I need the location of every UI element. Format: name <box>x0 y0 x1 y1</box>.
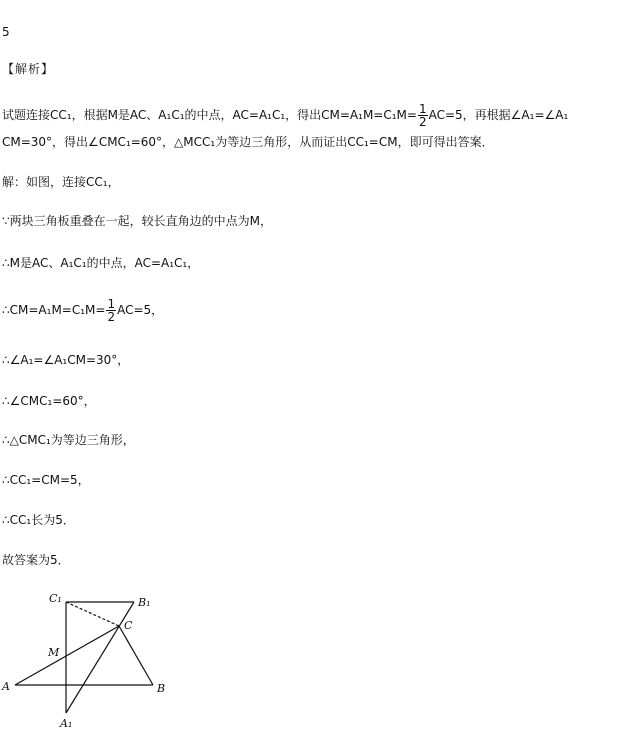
solution-step-3-text-a: ∴CM=A₁M=C₁M= <box>2 303 106 317</box>
solution-step-8: ∴CC₁长为5． <box>2 513 75 527</box>
fraction-numerator: 1 <box>107 297 116 311</box>
solution-step-6: ∴△CMC₁为等边三角形， <box>2 433 135 447</box>
label-B1: B₁ <box>138 596 151 609</box>
label-A: A <box>2 680 10 693</box>
solution-step-1: ∵两块三角板重叠在一起，较长直角边的中点为M， <box>2 214 272 228</box>
label-B: B <box>157 682 166 695</box>
segment-C-C1-dashed <box>66 602 119 626</box>
solution-step-3-text-b: AC=5， <box>117 303 164 317</box>
solution-step-4: ∴∠A₁=∠A₁CM=30°， <box>2 353 130 367</box>
fraction-numerator: 1 <box>418 102 427 116</box>
label-C1: C₁ <box>49 592 62 605</box>
conclusion: 故答案为5． <box>2 553 70 567</box>
solution-step-5: ∴∠CMC₁=60°， <box>2 394 96 408</box>
label-M: M <box>48 646 60 659</box>
label-A1: A₁ <box>60 717 73 730</box>
fraction-denominator: 2 <box>418 115 427 129</box>
analysis-heading: 【解析】 <box>2 62 55 76</box>
solution-step-7: ∴CC₁=CM=5， <box>2 473 90 487</box>
fraction-half <box>106 298 116 323</box>
explanation-line-2: CM=30°，得出∠CMC₁=60°，△MCC₁为等边三角形，从而证出CC₁=CM，即可得出答案． <box>2 135 494 149</box>
fraction-denominator: 2 <box>107 310 116 324</box>
segment-A-C <box>15 626 119 685</box>
fraction-half <box>418 103 428 128</box>
explanation-line-1-text-a: 试题连接CC₁，根据M是AC、A₁C₁的中点，AC=A₁C₁，得出CM=A₁M=C₁M= <box>2 108 417 122</box>
segment-B1-A1 <box>66 602 134 713</box>
label-C: C <box>124 619 133 632</box>
solution-step-2: ∴M是AC、A₁C₁的中点，AC=A₁C₁， <box>2 256 200 270</box>
solution-intro: 解：如图，连接CC₁， <box>2 175 120 189</box>
explanation-line-1-text-b: AC=5，再根据∠A₁=∠A₁ <box>428 108 569 122</box>
solution-step-3 <box>2 298 163 323</box>
explanation-line-1 <box>2 103 568 128</box>
segment-C-B <box>119 626 153 685</box>
answer-number: 5 <box>2 25 10 39</box>
